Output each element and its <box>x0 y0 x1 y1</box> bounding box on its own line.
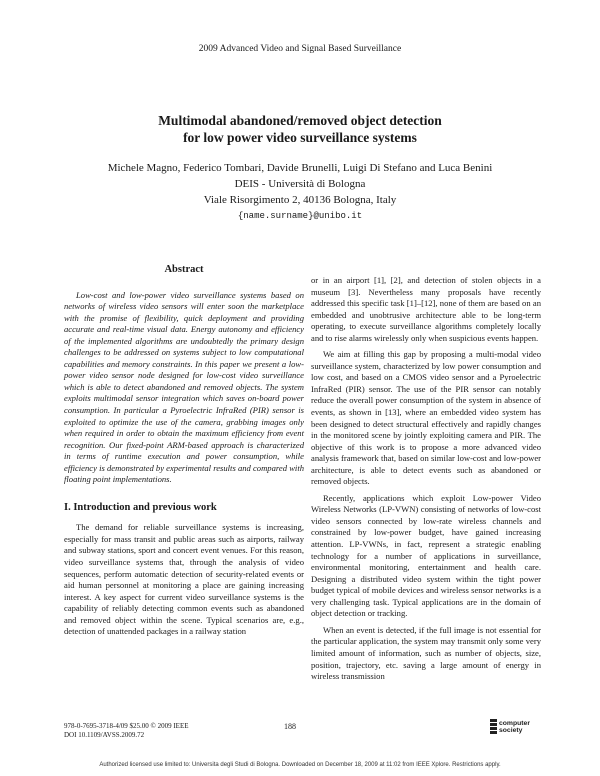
paper-title-line-1: Multimodal abandoned/removed object detection <box>158 113 442 128</box>
copyright-footer <box>64 722 189 740</box>
author-email: {name.surname}@unibo.it <box>237 211 363 221</box>
paper-title-line-2: for low power video surveillance systems <box>183 130 417 145</box>
left-column <box>64 264 304 638</box>
author-names: Michele Magno, Federico Tombari, Davide Brunelli, Luigi Di Stefano and Luca Benini <box>107 162 493 174</box>
section-heading-introduction: I. Introduction and previous work <box>64 501 217 513</box>
intro-paragraph-4: When an event is detected, if the full image is not essential for the particular application, the system may transmit only some very limited amount of information, such as number of objects, size, position, trajectory, etc. saving a large amount of energy in wireless transmission <box>311 624 541 682</box>
author-address: Viale Risorgimento 2, 40136 Bologna, Italy <box>203 194 397 206</box>
intro-paragraph-continued: or in an airport [1], [2], and detection of stolen objects in a museum [3]. Nevertheless many proposals have recently addressed this specific task [1]–[12], none of them are based on an embedded and unobtrusive architecture able to be long-term operating, to execute surveillance algorithms completely locally and to rise alarms wirelessly only when suspicious events happen. <box>311 275 541 343</box>
computer-society-logo <box>490 717 546 739</box>
intro-paragraph-1: The demand for reliable surveillance systems is increasing, especially for mass transit and public areas such as airports, railway and subway stations, sport and concert event venues. For this reason, video surveillance systems that, through the analysis of video sequences, perform automatic detection of security-related events or aid human personnel at monitoring a place are gaining increasing interest. A key aspect for current video surveillance systems is the capability of reliably detecting common events such as abandoned and removed object within the scene. Typical scenarios are, e.g., detection of unattended packages in a railway station <box>64 522 304 637</box>
abstract-heading: Abstract <box>164 264 204 275</box>
logo-line-1: computer <box>499 720 530 727</box>
abstract-text: Low-cost and low-power video surveillance systems based on networks of wireless video sensors will enter soon the marketplace with the promise of flexibility, quick deployment and providing accurate and real-time visual data. Energy autonomy and efficiency of the implemented algorithms are undoubtedly the primary design challenges to be addressed on systems subject to low computational capabilities and memory constraints. In this paper we present a low-power video sensor node designed for low-cost video surveillance which is able to detect abandoned and removed objects. The system exploits multimodal sensor integration which saves on-board power consumption. In particular a Pyroelectric InfraRed (PIR) sensor is exploited to optimize the use of the camera, grabbing images only when required in order to obtain the maximum efficiency from event recognition. Our fixed-point ARM-based approach is characterized in terms of runtime execution and power consumption, while efficiency is demonstrated by experimental results and compared with floating point implementations. <box>64 289 304 485</box>
license-notice: Authorized licensed use limited to: Universita degli Studi di Bologna. Downloaded on December 18, 2009 at 11:02 from IEEE Xplore. Restrictions apply. <box>99 762 501 768</box>
computer-society-wordmark <box>499 720 530 734</box>
author-affiliation: DEIS - Università di Bologna <box>234 178 366 190</box>
paper-title <box>0 112 600 146</box>
right-column <box>311 275 541 683</box>
intro-paragraph-3: Recently, applications which exploit Low-power Video Wireless Networks (LP-VWN) consisting of networks of low-cost video sensors connected by low-rate wireless channels and constrained by low-power budget, have gained increasing attention. LP-VWNs, in fact, represent a strategic enabling technology for a number of applications in surveillance, environmental monitoring, entertainment and health care. Designing a distributed video system within the tight power budget typical of mobile devices and wireless sensor networks is a very challenging task. Typical applications are in the domain of object detection or tracking. <box>311 492 541 619</box>
doi-line: DOI 10.1109/AVSS.2009.72 <box>64 731 145 739</box>
logo-line-2: society <box>499 727 523 734</box>
intro-paragraph-2: We aim at filling this gap by proposing a multi-modal video surveillance system, characterized by low power consumption and low cost, and based on a CMOS video sensor and a Pyroelectric InfraRed (PIR) sensor. The use of the PIR sensor can notably reduce the overall power consumption of the system in absence of events, as shown in [13], where an embedded video system has been designed to detect structural effectively and rapidly changes in the monitored scene by jointly exploiting camera and PIR. The objective of this work is to propose a more advanced video analysis framework that, based on similar low-cost and low-power architecture, is able to detect events such as abandoned or removed objects. <box>311 349 541 487</box>
author-block <box>0 160 600 224</box>
page-number: 188 <box>284 722 296 731</box>
computer-society-mark-icon <box>490 719 497 736</box>
isbn-line: 978-0-7695-3718-4/09 $25.00 © 2009 IEEE <box>64 722 189 730</box>
conference-header: 2009 Advanced Video and Signal Based Surveillance <box>198 44 402 54</box>
